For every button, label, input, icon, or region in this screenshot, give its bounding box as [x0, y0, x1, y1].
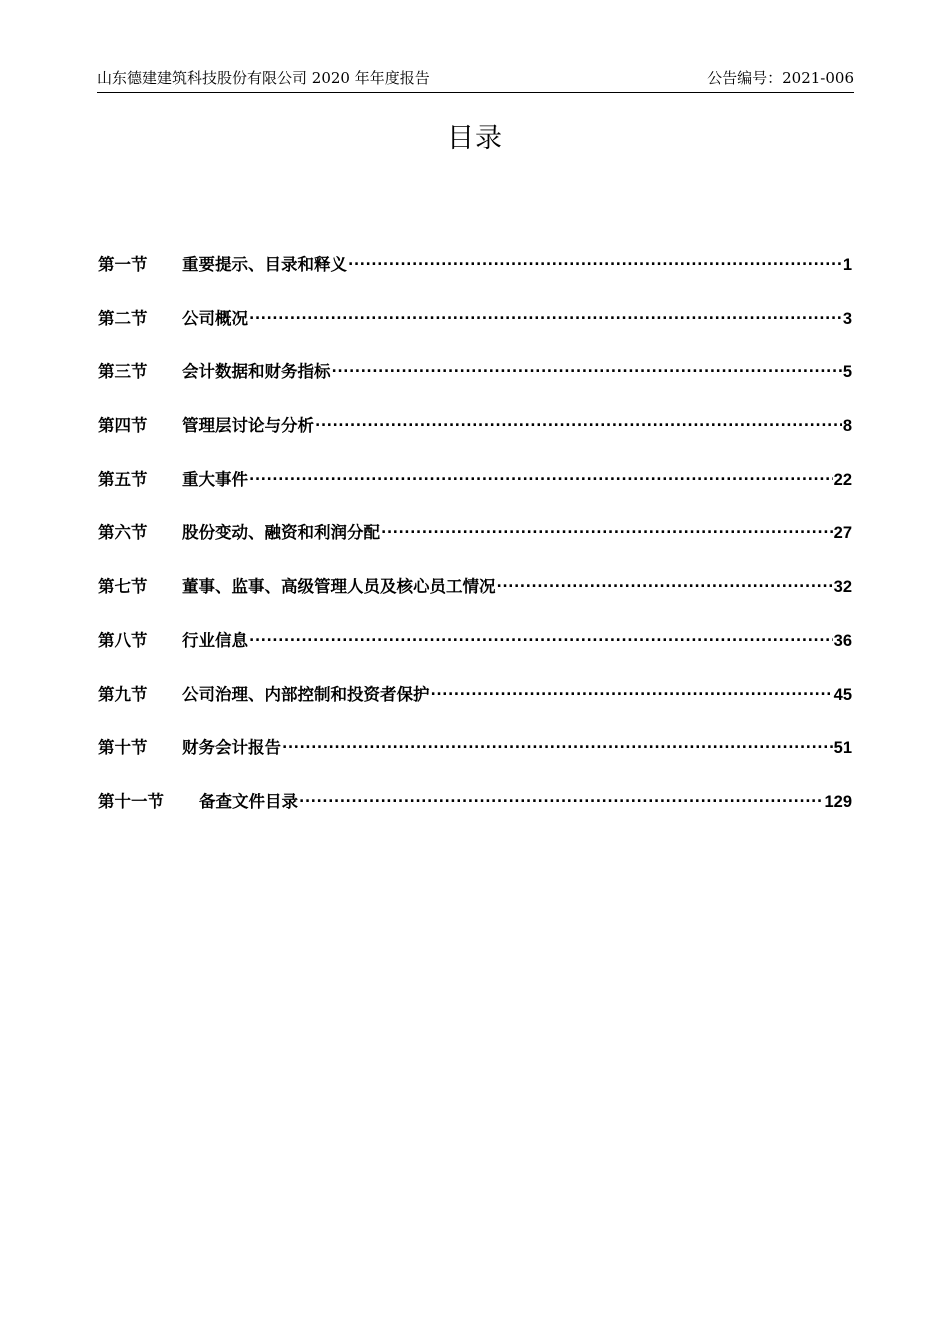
toc-section-title: 董事、监事、高级管理人员及核心员工情况: [182, 577, 496, 597]
page-header: [97, 66, 854, 93]
toc-entry[interactable]: [98, 461, 852, 515]
toc-section-title: 行业信息: [182, 630, 248, 650]
toc-page-number: 45: [833, 685, 852, 704]
toc-entry[interactable]: [98, 676, 852, 730]
toc-page-number: 36: [833, 631, 852, 650]
toc-dot-leader: [431, 676, 833, 700]
toc-section-number: 第七节: [98, 577, 148, 597]
toc-entry[interactable]: [98, 407, 852, 461]
toc-section-number: 第四节: [98, 416, 148, 436]
toc-section-title: 股份变动、融资和利润分配: [182, 523, 380, 543]
toc-section-number: 第十节: [98, 738, 148, 758]
toc-section-title: 财务会计报告: [182, 738, 281, 758]
toc-section-title: 管理层讨论与分析: [182, 416, 314, 436]
toc-section-title: 公司概况: [182, 308, 248, 328]
toc-section-number: 第二节: [98, 308, 148, 328]
toc-page-number: 32: [833, 578, 852, 597]
toc-page-number: 1: [842, 256, 852, 274]
toc-page-number: 3: [842, 309, 852, 328]
toc-page-number: 51: [833, 739, 852, 758]
toc-page-number: 8: [842, 417, 852, 436]
toc-entry[interactable]: [98, 729, 852, 783]
toc-section-number: 第八节: [98, 630, 148, 650]
header-report-title: 山东德建建筑科技股份有限公司 2020 年年度报告: [97, 69, 430, 87]
toc-page-number: 27: [833, 524, 852, 543]
toc-section-number: 第五节: [98, 469, 148, 489]
toc-dot-leader: [282, 729, 833, 753]
toc-entry[interactable]: [98, 783, 852, 837]
toc-dot-leader: [497, 568, 833, 592]
toc-dot-leader: [332, 353, 842, 377]
toc-entry[interactable]: [98, 568, 852, 622]
page-title: 目录: [447, 123, 503, 154]
toc-dot-leader: [315, 407, 842, 431]
header-announcement-number: 公告编号：2021-006: [707, 69, 854, 87]
toc-dot-leader: [381, 514, 833, 538]
toc-page-number: 129: [824, 792, 852, 811]
toc-page-number: 5: [842, 363, 852, 382]
toc-section-title: 重大事件: [182, 469, 248, 489]
toc-section-number: 第十一节: [98, 791, 164, 811]
toc-entry[interactable]: [98, 353, 852, 407]
toc-section-title: 备查文件目录: [199, 791, 298, 811]
toc-dot-leader: [249, 300, 842, 324]
toc-section-title: 会计数据和财务指标: [182, 362, 331, 382]
toc-section-title: 公司治理、内部控制和投资者保护: [182, 684, 430, 704]
toc-entry[interactable]: [98, 246, 852, 300]
toc-dot-leader: [249, 461, 833, 485]
toc-page-number: 22: [833, 470, 852, 489]
toc-section-title: 重要提示、目录和释义: [182, 255, 347, 274]
table-of-contents: [98, 246, 852, 837]
toc-section-number: 第九节: [98, 684, 148, 704]
toc-dot-leader: [299, 783, 823, 807]
toc-entry[interactable]: [98, 514, 852, 568]
toc-dot-leader: [348, 246, 842, 270]
toc-section-number: 第一节: [98, 255, 148, 274]
toc-entry[interactable]: [98, 300, 852, 354]
toc-section-number: 第六节: [98, 523, 148, 543]
toc-dot-leader: [249, 622, 833, 646]
toc-section-number: 第三节: [98, 362, 148, 382]
toc-entry[interactable]: [98, 622, 852, 676]
